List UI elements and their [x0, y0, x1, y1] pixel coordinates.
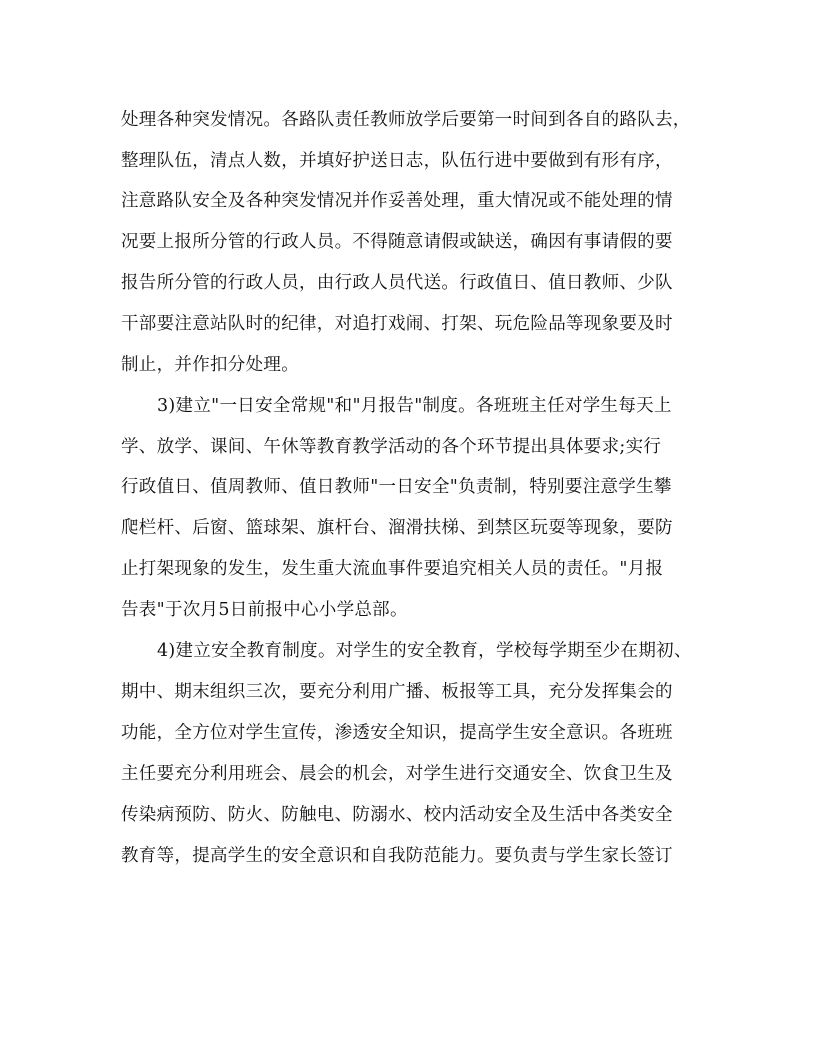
text-line: 止打架现象的发生，发生重大流血事件要追究相关人员的责任。"月报: [121, 559, 664, 579]
text-line: 爬栏杆、后窗、篮球架、旗杆台、溜滑扶梯、到禁区玩耍等现象，要防: [121, 518, 673, 538]
paragraph-3-first-line: 3)建立"一日安全常规"和"月报告"制度。各班班主任对学生每天上: [157, 396, 672, 416]
text-line: 期中、期末组织三次，要充分利用广播、板报等工具，充分发挥集会的: [121, 682, 673, 702]
text-line: 传染病预防、防火、防触电、防溺水、校内活动安全及生活中各类安全: [121, 805, 673, 825]
text-line: 行政值日、值周教师、值日教师"一日安全"负责制，特别要注意学生攀: [121, 477, 672, 497]
text-line: 学、放学、课间、午休等教育教学活动的各个环节提出具体要求;实行: [121, 437, 662, 457]
text-line: 整理队伍，清点人数，并填好护送日志，队伍行进中要做到有形有序，: [121, 151, 673, 171]
text-line: 注意路队安全及各种突发情况并作妥善处理，重大情况或不能处理的情: [121, 191, 673, 211]
text-line: 干部要注意站队时的纪律，对追打戏闹、打架、玩危险品等现象要及时: [121, 314, 673, 334]
text-line: 功能，全方位对学生宣传，渗透安全知识，提高学生安全意识。各班班: [121, 723, 673, 743]
paragraph-4-first-line: 4)建立安全教育制度。对学生的安全教育，学校每学期至少在期初、: [157, 641, 692, 661]
text-line: 报告所分管的行政人员，由行政人员代送。行政值日、值日教师、少队: [121, 273, 673, 293]
text-line: 教育等，提高学生的安全意识和自我防范能力。要负责与学生家长签订: [121, 846, 673, 866]
text-line: 况要上报所分管的行政人员。不得随意请假或缺送，确因有事请假的要: [121, 232, 673, 252]
text-line: 制止，并作扣分处理。: [121, 355, 299, 375]
text-line: 处理各种突发情况。各路队责任教师放学后要第一时间到各自的路队去，: [121, 110, 691, 130]
text-line: 告表"于次月5日前报中心小学总部。: [121, 600, 408, 620]
text-line: 主任要充分利用班会、晨会的机会，对学生进行交通安全、饮食卫生及: [121, 764, 673, 784]
